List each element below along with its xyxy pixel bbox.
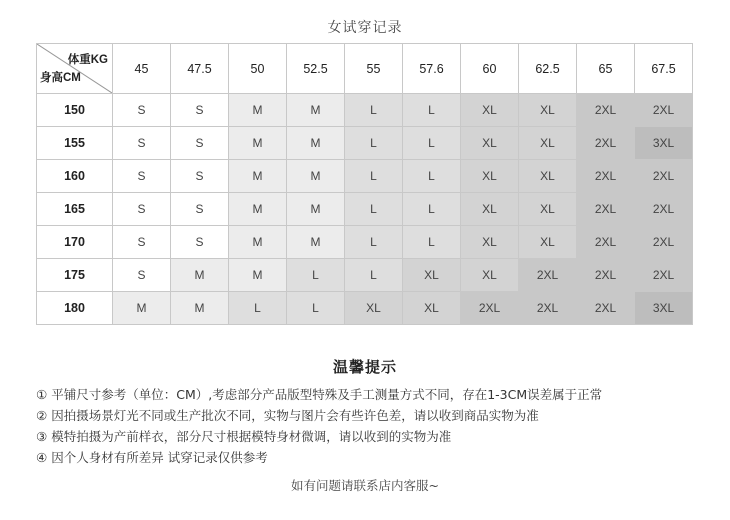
size-cell: S bbox=[171, 160, 229, 193]
tip-number: ③ bbox=[36, 429, 48, 444]
size-cell: L bbox=[287, 259, 345, 292]
size-cell: L bbox=[403, 160, 461, 193]
size-cell: 2XL bbox=[635, 94, 693, 127]
tip-text: 因拍摄场景灯光不同或生产批次不同，实物与图片会有些许色差，请以收到商品实物为准 bbox=[51, 408, 539, 423]
size-cell: L bbox=[403, 94, 461, 127]
size-cell: S bbox=[171, 193, 229, 226]
size-cell: L bbox=[345, 160, 403, 193]
size-cell: XL bbox=[403, 292, 461, 325]
size-cell: XL bbox=[461, 160, 519, 193]
size-cell: M bbox=[113, 292, 171, 325]
size-cell: L bbox=[345, 193, 403, 226]
size-cell: S bbox=[113, 259, 171, 292]
size-cell: M bbox=[287, 193, 345, 226]
tip-text: 因个人身材有所差异 试穿记录仅供参考 bbox=[51, 450, 268, 465]
size-cell: M bbox=[287, 127, 345, 160]
size-cell: XL bbox=[403, 259, 461, 292]
weight-header-row bbox=[37, 44, 693, 94]
size-cell: 2XL bbox=[577, 127, 635, 160]
size-cell: M bbox=[229, 94, 287, 127]
size-cell: S bbox=[113, 127, 171, 160]
tip-item bbox=[36, 447, 602, 468]
size-cell: S bbox=[113, 193, 171, 226]
size-cell: XL bbox=[461, 226, 519, 259]
size-cell: 2XL bbox=[577, 292, 635, 325]
size-cell: L bbox=[345, 259, 403, 292]
contact-note: 如有问题请联系店内客服~ bbox=[291, 478, 439, 493]
table-corner-cell bbox=[37, 44, 113, 94]
size-cell: S bbox=[113, 160, 171, 193]
size-cell: XL bbox=[461, 259, 519, 292]
size-cell: M bbox=[171, 292, 229, 325]
tip-number: ① bbox=[36, 387, 48, 402]
size-cell: 2XL bbox=[577, 226, 635, 259]
height-cell: 155 bbox=[37, 127, 113, 160]
weight-header: 65 bbox=[577, 44, 635, 94]
size-cell: L bbox=[345, 127, 403, 160]
weight-header: 45 bbox=[113, 44, 171, 94]
table-row bbox=[37, 292, 693, 325]
weight-axis-label: 体重KG bbox=[67, 54, 108, 66]
size-cell: S bbox=[113, 226, 171, 259]
size-cell: S bbox=[171, 127, 229, 160]
table-row bbox=[37, 226, 693, 259]
weight-header: 47.5 bbox=[171, 44, 229, 94]
size-cell: L bbox=[403, 226, 461, 259]
weight-header: 62.5 bbox=[519, 44, 577, 94]
tip-number: ② bbox=[36, 408, 48, 423]
size-cell: XL bbox=[519, 94, 577, 127]
size-cell: S bbox=[171, 94, 229, 127]
size-cell: 3XL bbox=[635, 127, 693, 160]
table-row bbox=[37, 160, 693, 193]
size-cell: 2XL bbox=[519, 259, 577, 292]
height-cell: 165 bbox=[37, 193, 113, 226]
height-axis-label: 身高CM bbox=[40, 72, 81, 84]
size-cell: M bbox=[229, 127, 287, 160]
size-cell: XL bbox=[519, 226, 577, 259]
table-row bbox=[37, 259, 693, 292]
height-cell: 170 bbox=[37, 226, 113, 259]
size-cell: M bbox=[229, 160, 287, 193]
weight-header: 50 bbox=[229, 44, 287, 94]
size-cell: 2XL bbox=[635, 193, 693, 226]
size-cell: XL bbox=[461, 127, 519, 160]
page-title: 女试穿记录 bbox=[327, 20, 403, 36]
size-cell: 2XL bbox=[635, 160, 693, 193]
tips-list bbox=[36, 384, 602, 468]
size-cell: S bbox=[113, 94, 171, 127]
size-cell: L bbox=[345, 226, 403, 259]
table-row bbox=[37, 94, 693, 127]
weight-header: 57.6 bbox=[403, 44, 461, 94]
size-cell: 2XL bbox=[577, 160, 635, 193]
size-chart-table bbox=[36, 43, 693, 325]
size-cell: XL bbox=[519, 193, 577, 226]
size-cell: M bbox=[287, 160, 345, 193]
size-cell: L bbox=[287, 292, 345, 325]
weight-header: 52.5 bbox=[287, 44, 345, 94]
size-cell: L bbox=[345, 94, 403, 127]
size-cell: M bbox=[171, 259, 229, 292]
height-cell: 180 bbox=[37, 292, 113, 325]
size-cell: M bbox=[229, 226, 287, 259]
tip-item bbox=[36, 384, 602, 405]
height-cell: 150 bbox=[37, 94, 113, 127]
size-cell: L bbox=[229, 292, 287, 325]
size-cell: 2XL bbox=[577, 94, 635, 127]
size-cell: 2XL bbox=[635, 226, 693, 259]
table-row bbox=[37, 127, 693, 160]
height-cell: 175 bbox=[37, 259, 113, 292]
tip-text: 模特拍摄为产前样衣，部分尺寸根据模特身材微调，请以收到的实物为准 bbox=[51, 429, 452, 444]
size-cell: 2XL bbox=[635, 259, 693, 292]
size-cell: L bbox=[403, 127, 461, 160]
size-cell: 2XL bbox=[519, 292, 577, 325]
weight-header: 67.5 bbox=[635, 44, 693, 94]
size-cell: XL bbox=[461, 193, 519, 226]
size-rows bbox=[37, 94, 693, 325]
size-cell: 2XL bbox=[577, 259, 635, 292]
tips-title: 温馨提示 bbox=[332, 358, 397, 376]
table-row bbox=[37, 193, 693, 226]
height-cell: 160 bbox=[37, 160, 113, 193]
tip-item bbox=[36, 405, 602, 426]
size-cell: XL bbox=[519, 127, 577, 160]
size-cell: M bbox=[287, 226, 345, 259]
size-cell: M bbox=[229, 259, 287, 292]
tip-number: ④ bbox=[36, 450, 48, 465]
size-cell: XL bbox=[461, 94, 519, 127]
tip-item bbox=[36, 426, 602, 447]
size-cell: L bbox=[403, 193, 461, 226]
size-cell: M bbox=[229, 193, 287, 226]
size-cell: M bbox=[287, 94, 345, 127]
size-cell: XL bbox=[519, 160, 577, 193]
tip-text: 平铺尺寸参考（单位：CM）,考虑部分产品版型特殊及手工测量方式不同，存在1-3CM误差属于正常 bbox=[51, 387, 603, 402]
size-cell: S bbox=[171, 226, 229, 259]
weight-header: 60 bbox=[461, 44, 519, 94]
weight-header: 55 bbox=[345, 44, 403, 94]
size-cell: XL bbox=[345, 292, 403, 325]
size-cell: 3XL bbox=[635, 292, 693, 325]
size-cell: 2XL bbox=[577, 193, 635, 226]
size-cell: 2XL bbox=[461, 292, 519, 325]
